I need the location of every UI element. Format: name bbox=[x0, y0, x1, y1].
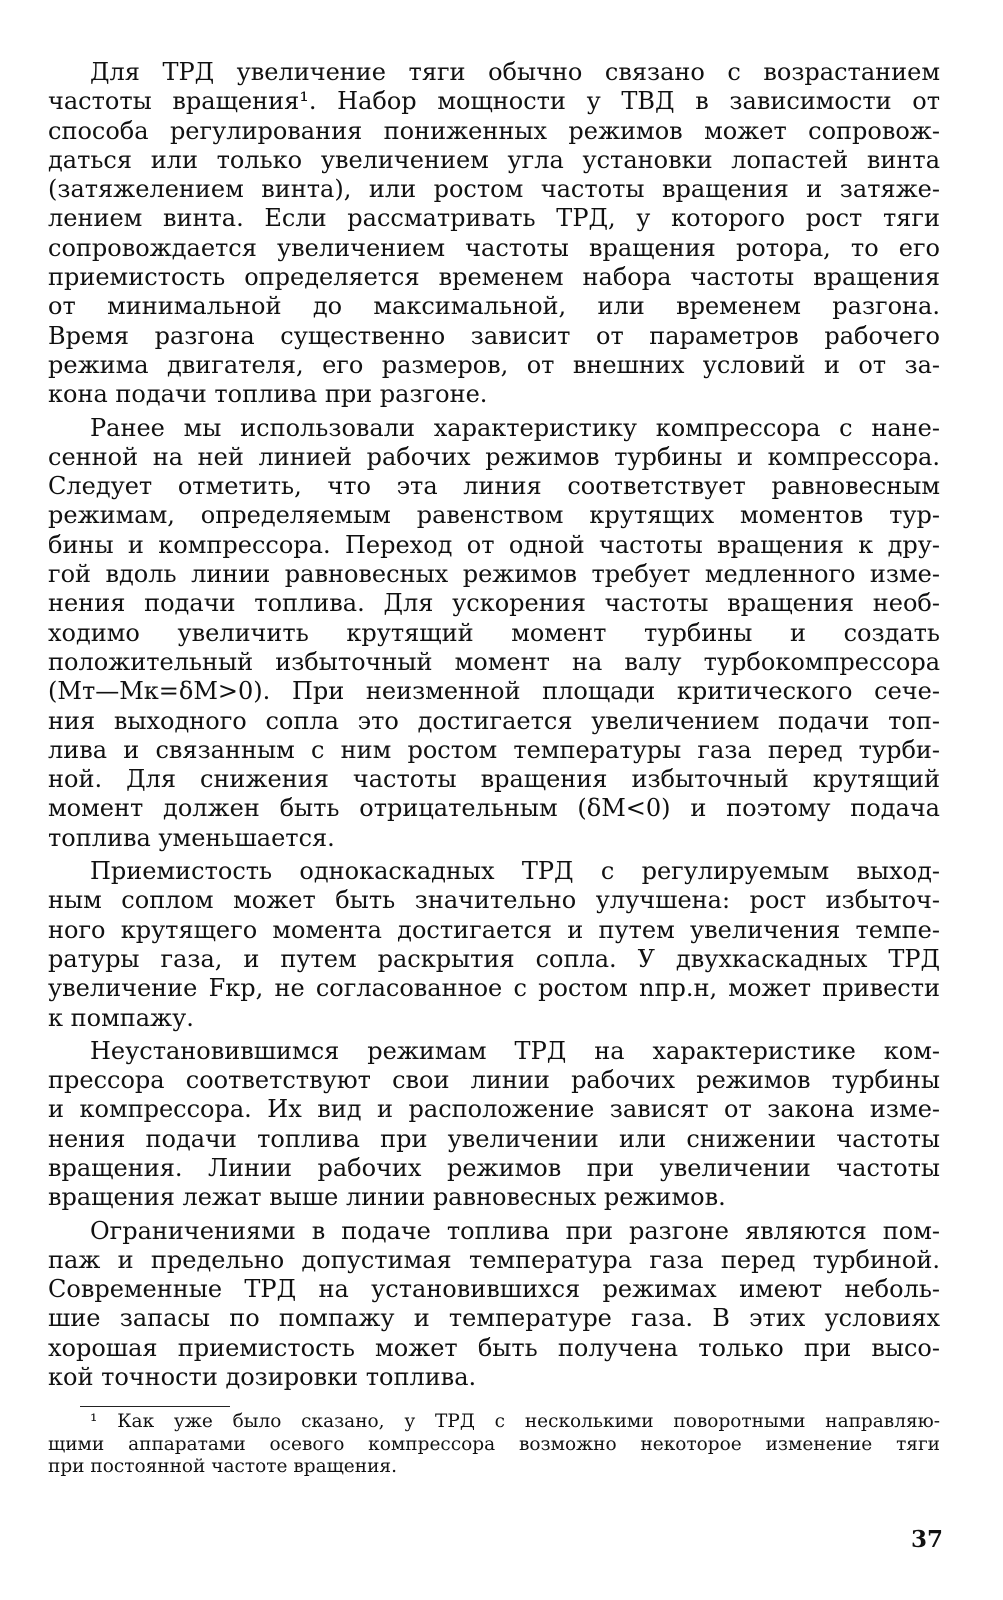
text-line: ния выходного сопла это достигается увеличением подачи топ- bbox=[48, 706, 940, 735]
text-line: лением винта. Если рассматривать ТРД, у которого рост тяги bbox=[48, 204, 940, 233]
text-line: сопровождается увеличением частоты вращения ротора, то его bbox=[48, 233, 940, 262]
text-line: положительный избыточный момент на валу турбокомпрессора bbox=[48, 647, 940, 676]
text-line: нения подачи топлива при увеличении или снижении частоты bbox=[48, 1124, 940, 1153]
text-line: Неустановившимся режимам ТРД на характеристике ком- bbox=[90, 1036, 940, 1065]
text-line: ного крутящего момента достигается и путем увеличения темпе- bbox=[48, 915, 940, 944]
main-text bbox=[48, 58, 940, 1396]
paragraph-2 bbox=[48, 414, 940, 853]
footnote-divider bbox=[80, 1406, 230, 1407]
text-line: ратуры газа, и путем раскрытия сопла. У двухкаскадных ТРД bbox=[48, 944, 940, 973]
text-line: вращения лежат выше линии равновесных режимов. bbox=[48, 1183, 726, 1212]
text-line: Приемистость однокаскадных ТРД с регулируемым выход- bbox=[90, 857, 940, 886]
footnote bbox=[48, 1411, 940, 1479]
text-line: ным соплом может быть значительно улучшена: рост избыточ- bbox=[48, 886, 940, 915]
text-line: Следует отметить, что эта линия соответствует равновесным bbox=[48, 472, 940, 501]
text-line: частоты вращения¹. Набор мощности у ТВД в зависимости от bbox=[48, 87, 940, 116]
text-line: Время разгона существенно зависит от параметров рабочего bbox=[48, 321, 940, 350]
text-line: лива и связанным с ним ростом температуры газа перед турби- bbox=[48, 735, 940, 764]
text-line: режима двигателя, его размеров, от внешних условий и от за- bbox=[48, 350, 940, 379]
text-line: приемистость определяется временем набора частоты вращения bbox=[48, 263, 940, 292]
text-line: Ранее мы использовали характеристику компрессора с нане- bbox=[90, 413, 940, 442]
text-line: к помпажу. bbox=[48, 1003, 194, 1032]
text-line: (затяжелением винта), или ростом частоты вращения и затяже- bbox=[48, 175, 940, 204]
text-line: от минимальной до максимальной, или временем разгона. bbox=[48, 292, 940, 321]
text-line: режимам, определяемым равенством крутящих моментов тур- bbox=[48, 501, 940, 530]
text-line: хорошая приемистость может быть получена только при высо- bbox=[48, 1333, 940, 1362]
text-line: бины и компрессора. Переход от одной частоты вращения к дру- bbox=[48, 530, 940, 559]
text-line: увеличение Fкр, не согласованное с ростом nпр.н, может привести bbox=[48, 974, 940, 1003]
text-line: ной. Для снижения частоты вращения избыточный крутящий bbox=[48, 765, 940, 794]
text-line: гой вдоль линии равновесных режимов требует медленного изме- bbox=[48, 560, 940, 589]
paragraph-1 bbox=[48, 58, 940, 410]
footnote-line: при постоянной частоте вращения. bbox=[48, 1456, 397, 1477]
text-line: сенной на ней линией рабочих режимов турбины и компрессора. bbox=[48, 442, 940, 471]
text-line: Современные ТРД на установившихся режимах имеют неболь- bbox=[48, 1275, 940, 1304]
text-line: Ограничениями в подаче топлива при разгоне являются пом- bbox=[90, 1216, 940, 1245]
text-line: способа регулирования пониженных режимов может сопровож- bbox=[48, 116, 940, 145]
paragraph-4 bbox=[48, 1037, 940, 1213]
text-line: шие запасы по помпажу и температуре газа. В этих условиях bbox=[48, 1304, 940, 1333]
text-line: топлива уменьшается. bbox=[48, 823, 335, 852]
paragraph-3 bbox=[48, 857, 940, 1033]
text-line: (Mт—Mк=δM>0). При неизменной площади критического сече- bbox=[48, 677, 940, 706]
text-line: кой точности дозировки топлива. bbox=[48, 1363, 477, 1392]
text-line: и компрессора. Их вид и расположение зависят от закона изме- bbox=[48, 1095, 940, 1124]
text-line: кона подачи топлива при разгоне. bbox=[48, 380, 488, 409]
text-line: паж и предельно допустимая температура газа перед турбиной. bbox=[48, 1245, 940, 1274]
paragraph-5 bbox=[48, 1217, 940, 1393]
text-line: нения подачи топлива. Для ускорения частоты вращения необ- bbox=[48, 589, 940, 618]
text-line: момент должен быть отрицательным (δM<0) и поэтому подача bbox=[48, 794, 940, 823]
text-line: даться или только увеличением угла установки лопастей винта bbox=[48, 145, 940, 174]
footnote-line: ¹ Как уже было сказано, у ТРД с несколькими поворотными направляю- bbox=[90, 1411, 940, 1432]
text-line: ходимо увеличить крутящий момент турбины и создать bbox=[48, 618, 940, 647]
page-number: 37 bbox=[910, 1526, 943, 1553]
text-line: вращения. Линии рабочих режимов при увеличении частоты bbox=[48, 1153, 940, 1182]
footnote-line: щими аппаратами осевого компрессора возможно некоторое изменение тяги bbox=[48, 1433, 940, 1455]
text-line: Для ТРД увеличение тяги обычно связано с возрастанием bbox=[90, 58, 940, 86]
text-line: прессора соответствуют свои линии рабочих режимов турбины bbox=[48, 1066, 940, 1095]
